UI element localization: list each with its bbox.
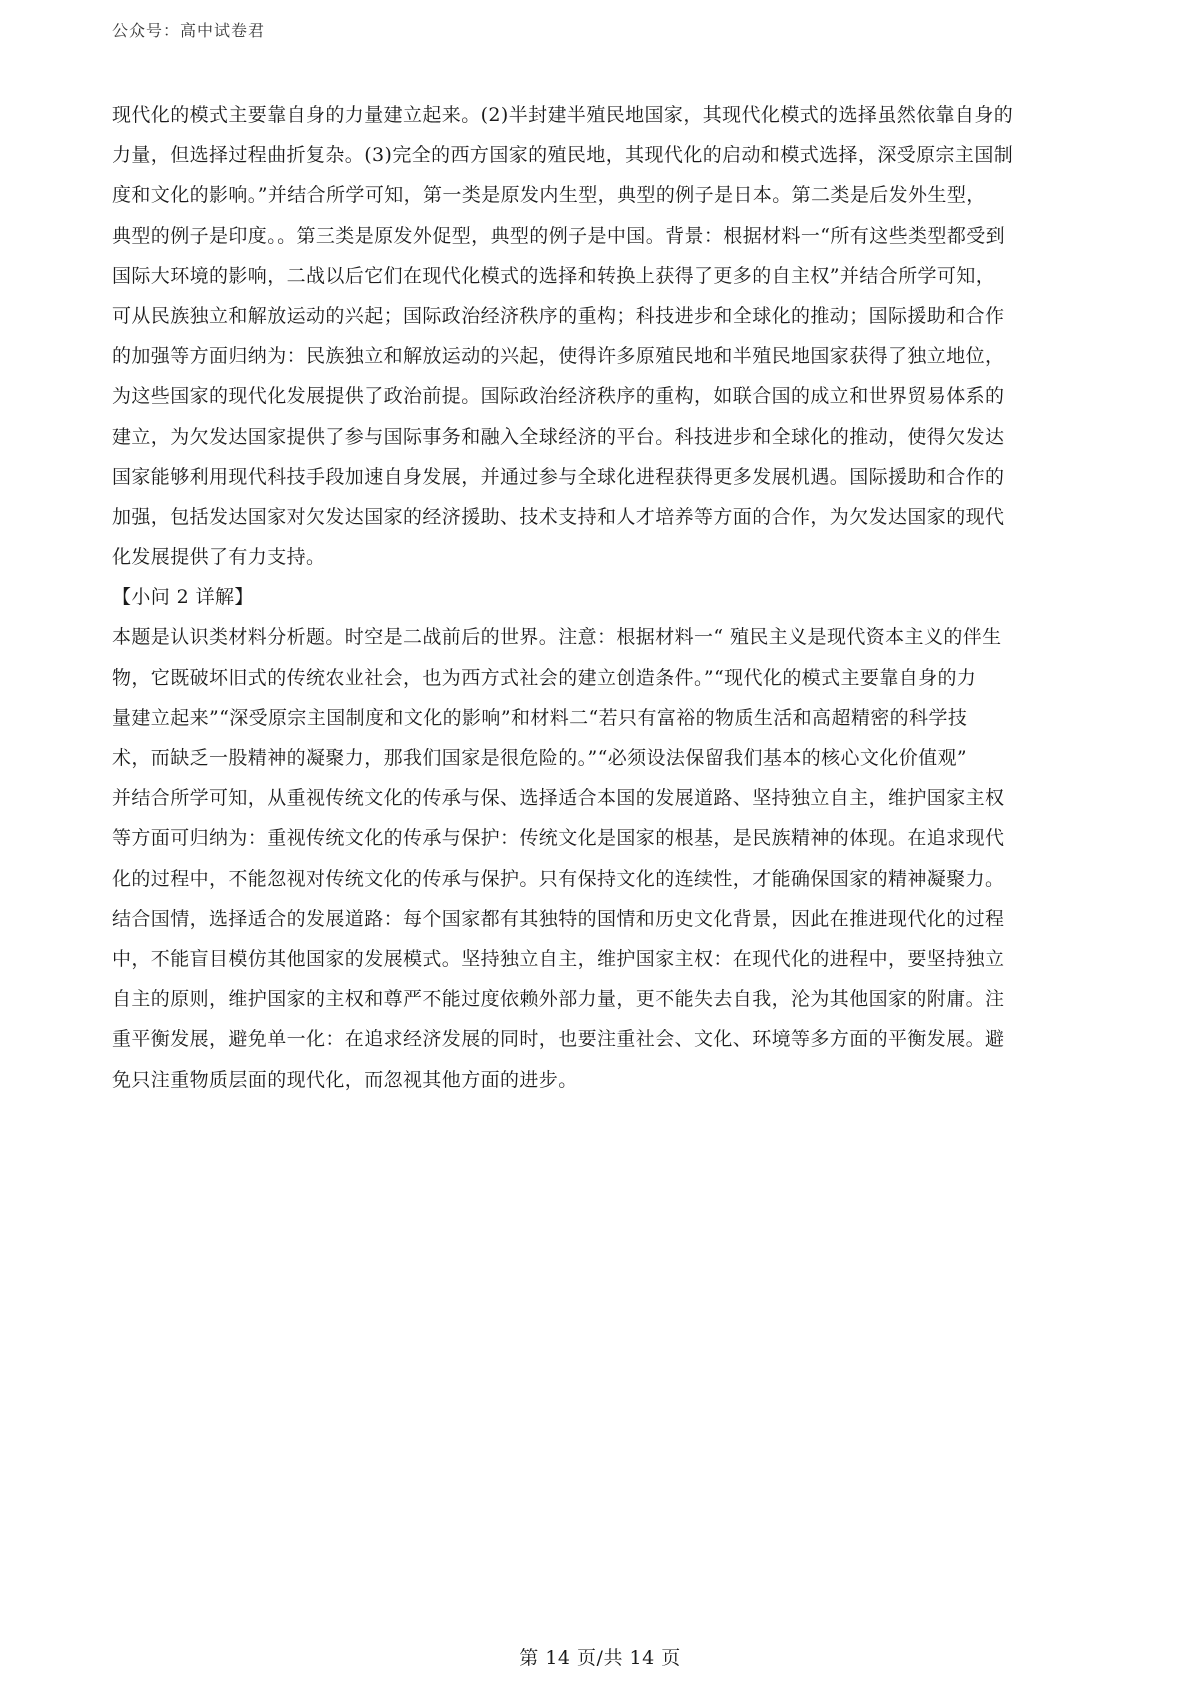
body-line: 的加强等方面归纳为：民族独立和解放运动的兴起，使得许多原殖民地和半殖民地国家获得了独立地位，	[112, 345, 1005, 368]
body-line: 免只注重物质层面的现代化，而忽视其他方面的进步。	[112, 1068, 578, 1091]
body-line: 建立，为欠发达国家提供了参与国际事务和融入全球经济的平台。科技进步和全球化的推动，使得欠发达	[112, 425, 1005, 448]
document-body	[112, 95, 1097, 1100]
body-line: 术，而缺乏一股精神的凝聚力，那我们国家是很危险的。”“必须设法保留我们基本的核心文化价值观”	[112, 747, 968, 769]
body-line: 度和文化的影响。”并结合所学可知，第一类是原发内生型，典型的例子是日本。第二类是后发外生型，	[112, 184, 986, 207]
body-line: 中，不能盲目模仿其他国家的发展模式。坚持独立自主，维护国家主权：在现代化的进程中，要坚持独立	[112, 947, 1005, 970]
body-line: 化发展提供了有力支持。	[112, 546, 326, 569]
body-line: 物，它既破坏旧式的传统农业社会，也为西方式社会的建立创造条件。”“现代化的模式主要靠自身的力	[112, 666, 977, 689]
body-line: 典型的例子是印度。。第三类是原发外促型，典型的例子是中国。背景：根据材料一“所有这些类型都受到	[112, 224, 1006, 247]
body-line: 可从民族独立和解放运动的兴起；国际政治经济秩序的重构；科技进步和全球化的推动；国际援助和合作	[112, 304, 1005, 327]
body-line: 国际大环境的影响，二战以后它们在现代化模式的选择和转换上获得了更多的自主权”并结合所学可知，	[112, 264, 996, 287]
section-heading: 【小问 2 详解】	[112, 586, 254, 609]
page-number: 第 14 页/共 14 页	[519, 1647, 681, 1669]
body-line: 重平衡发展，避免单一化：在追求经济发展的同时，也要注重社会、文化、环境等多方面的平衡发展。避	[112, 1028, 1005, 1051]
body-line: 加强，包括发达国家对欠发达国家的经济援助、技术支持和人才培养等方面的合作，为欠发达国家的现代	[112, 505, 1005, 528]
body-line: 结合国情，选择适合的发展道路：每个国家都有其独特的国情和历史文化背景，因此在推进现代化的过程	[112, 907, 1005, 930]
body-line: 国家能够利用现代科技手段加速自身发展，并通过参与全球化进程获得更多发展机遇。国际援助和合作的	[112, 465, 1005, 488]
body-line: 量建立起来”“深受原宗主国制度和文化的影响”和材料二“若只有富裕的物质生活和高超精密的科学技	[112, 706, 968, 729]
body-line: 自主的原则，维护国家的主权和尊严不能过度依赖外部力量，更不能失去自我，沦为其他国家的附庸。注	[112, 988, 1005, 1011]
page-header-source: 公众号：高中试卷君	[112, 21, 266, 40]
body-line: 为这些国家的现代化发展提供了政治前提。国际政治经济秩序的重构，如联合国的成立和世界贸易体系的	[112, 385, 1005, 408]
body-line: 现代化的模式主要靠自身的力量建立起来。(2)半封建半殖民地国家，其现代化模式的选择虽然依靠自身的	[112, 104, 1014, 126]
body-line: 力量，但选择过程曲折复杂。(3)完全的西方国家的殖民地，其现代化的启动和模式选择，深受原宗主国制	[112, 144, 1014, 167]
body-line: 化的过程中，不能忽视对传统文化的传承与保护。只有保持文化的连续性，才能确保国家的精神凝聚力。	[112, 867, 1005, 890]
body-line: 等方面可归纳为：重视传统文化的传承与保护：传统文化是国家的根基，是民族精神的体现。在追求现代	[112, 827, 1005, 850]
body-line: 本题是认识类材料分析题。时空是二战前后的世界。注意：根据材料一“ 殖民主义是现代资本主义的伴生	[112, 626, 1002, 649]
body-line: 并结合所学可知，从重视传统文化的传承与保、选择适合本国的发展道路、坚持独立自主，维护国家主权	[112, 787, 1005, 810]
